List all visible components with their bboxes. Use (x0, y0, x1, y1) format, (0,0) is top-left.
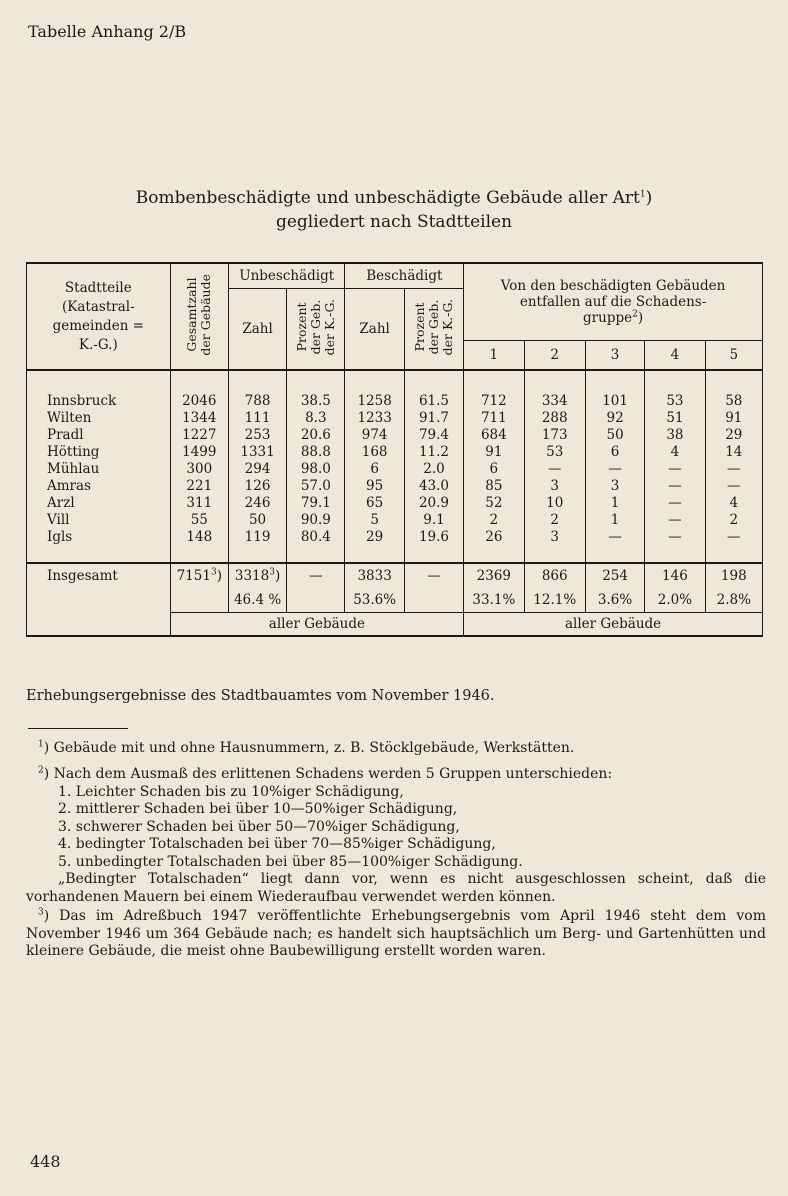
list-item: 1. Leichter Schaden bis zu 10%iger Schädigung, (58, 783, 404, 800)
aller-gebaeude-row (27, 613, 763, 637)
header-gesamtzahl: Gesamtzahl der Gebäude (170, 263, 228, 370)
header-beschaedigt: Beschädigt (345, 263, 464, 289)
header-unb-prozent: Prozent der Geb. der K.-G. (287, 289, 345, 371)
aller-gebaeude-right: aller Gebäude (464, 613, 763, 637)
header-gruppe-2: 2 (524, 341, 585, 371)
table-title-line1: Bombenbeschädigte und unbeschädigte Gebäude aller Art$^1$) (135, 188, 653, 208)
page-number: 448 (30, 1152, 61, 1171)
page-header: Tabelle Anhang 2/B (28, 22, 187, 41)
source-note: Erhebungsergebnisse des Stadtbauamtes vom November 1946. (26, 688, 495, 704)
table-row: Innsbruck 2046 788 38.5 1258 61.5 712 334 101 53 58 (27, 393, 763, 410)
list-item: 4. bedingter Totalschaden bei über 70—85%iger Schädigung, (58, 836, 496, 852)
header-bes-prozent: Prozent der Geb. der K.-G. (404, 289, 463, 371)
aller-gebaeude-left: aller Gebäude (170, 613, 464, 637)
footnote-1: $^1$) Gebäude mit und ohne Hausnummern, z. B. Stöcklgebäude, Werkstätten. (38, 739, 575, 756)
header-gruppe-1: 1 (464, 341, 524, 371)
header-stadtteile: Stadtteile (Katastral- gemeinden = K.-G.) (27, 263, 171, 370)
list-item: 3. schwerer Schaden bei über 50—70%iger Schädigung, (58, 818, 460, 835)
total-row: Insgesamt 7151$^3$) 3318$^3$) — 3833 — 2369 866 254 146 198 (27, 563, 763, 588)
footnote-divider (28, 728, 128, 729)
table-row: Vill 55 50 90.9 5 9.1 2 2 1 — 2 (27, 512, 763, 529)
list-item: 2. mittlerer Schaden bei über 10—50%iger Schädigung, (58, 801, 458, 817)
table-row: Wilten 1344 111 8.3 1233 91.7 711 288 92 51 91 (27, 410, 763, 427)
table-row: Mühlau 300 294 98.0 6 2.0 6 — — — — (27, 461, 763, 478)
header-unb-zahl: Zahl (228, 289, 286, 371)
table-title-line2: gegliedert nach Stadtteilen (275, 212, 513, 232)
table-row: Igls 148 119 80.4 29 19.6 26 3 — — — (27, 529, 763, 546)
footnote-3: $^3$) Das im Adreßbuch 1947 veröffentlichte Erhebungsergebnis vom April 1946 steht dem vom November 1946 um 364 Gebäude nach; es handelt sich hauptsächlich um Berg- und Gartenhütten und kleinere Gebäude, die meist ohne Baubewilligung erstellt worden waren. (26, 907, 766, 959)
header-gruppe-3: 3 (585, 341, 644, 371)
total-percent-row: 46.4 % 53.6% 33.1% 12.1% 3.6% 2.0% 2.8% (27, 588, 763, 613)
footnote-2-note: „Bedingter Totalschaden“ liegt dann vor, wenn es nicht ausgeschlossen scheint, daß die vorhandenen Mauern bei einem Wiederaufbau verwendet werden können. (26, 871, 766, 905)
footnote-2: $^2$) Nach dem Ausmaß des erlittenen Schadens werden 5 Gruppen unterschieden: 1. Leichter Schaden bis zu 10%iger Schädigung, 2. mittlerer Schaden bei über 10—50%iger Schädigung, 3. schwerer Schaden bei über 50—70%iger Schädigung, 4. bedingter Totalschaden bei über 70—85%iger Schädigung, 5. unbedingter Totalschaden bei über 85—100%iger Schädigung. „Bedingter Totalschaden“ liegt dann vor, wenn es nicht ausgeschlossen scheint, daß die vorhandenen Mauern bei einem Wiederaufbau verwendet werden können. (26, 765, 766, 905)
header-gruppe-4: 4 (645, 341, 705, 371)
header-unbeschaedigt: Unbeschädigt (228, 263, 345, 289)
table-row: Amras 221 126 57.0 95 43.0 85 3 3 — — (27, 478, 763, 495)
buildings-table (26, 262, 763, 637)
list-item: 5. unbedingter Totalschaden bei über 85—100%iger Schädigung. (58, 853, 523, 870)
table-row: Arzl 311 246 79.1 65 20.9 52 10 1 — 4 (27, 495, 763, 512)
header-bes-zahl: Zahl (345, 289, 404, 371)
table-row: Hötting 1499 1331 88.8 168 11.2 91 53 6 4 14 (27, 444, 763, 461)
table-row: Pradl 1227 253 20.6 974 79.4 684 173 50 38 29 (27, 427, 763, 444)
header-gruppe-5: 5 (705, 341, 762, 371)
header-schadensgruppe: Von den beschädigten Gebäuden entfallen auf die Schadens- gruppe$^2$) (464, 263, 763, 341)
